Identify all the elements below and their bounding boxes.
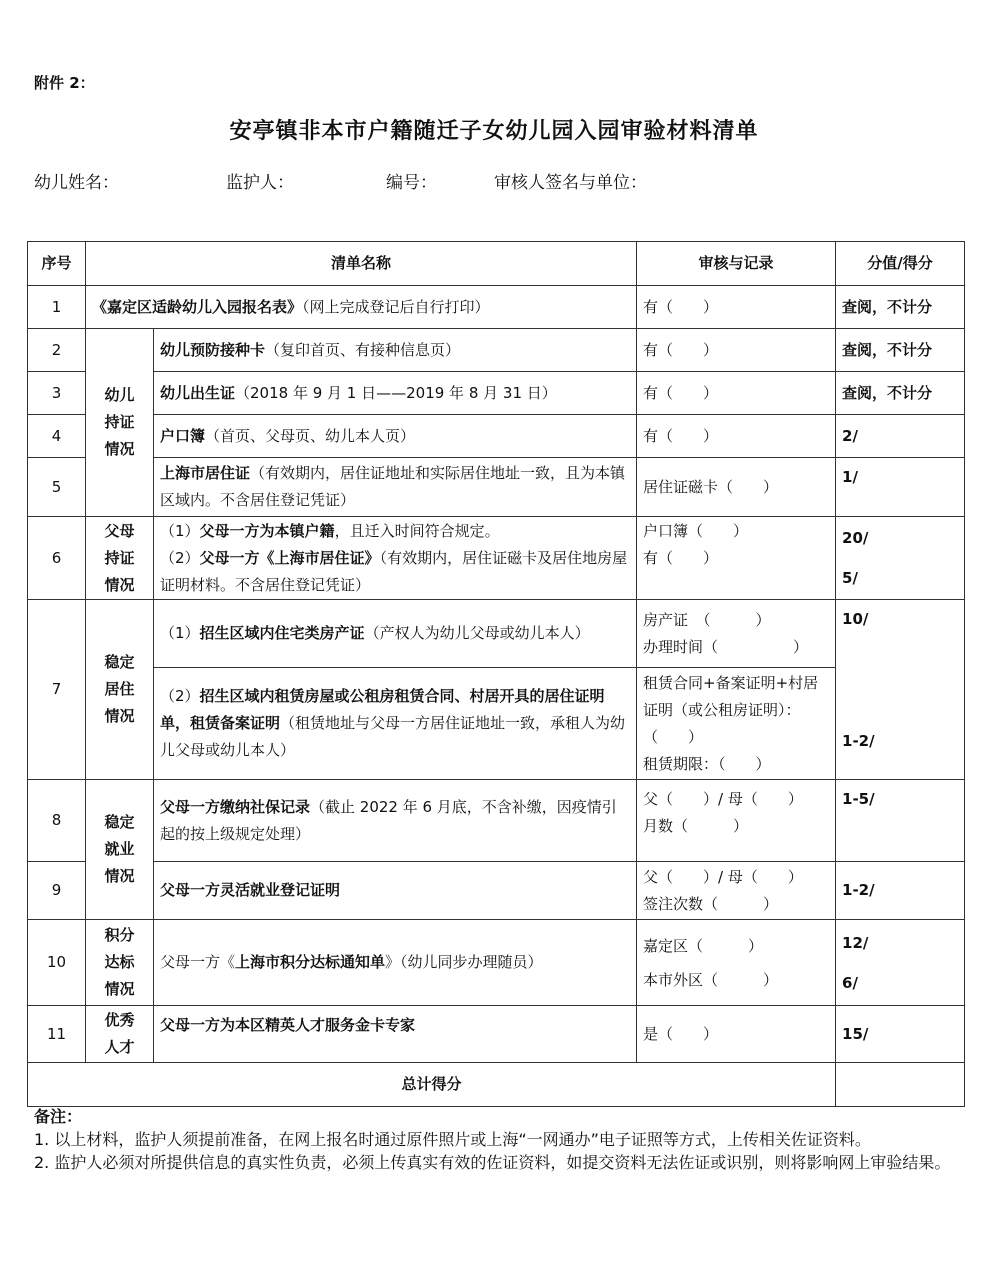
row-number: 9 bbox=[28, 862, 86, 920]
score-cell: 查阅，不计分 bbox=[836, 372, 965, 415]
record-line: 签注次数（ ） bbox=[643, 894, 779, 913]
item-name-bold: 父母一方灵活就业登记证明 bbox=[160, 881, 341, 899]
item-name-bold: 父母一方为本区精英人才服务金卡专家 bbox=[160, 1016, 416, 1034]
group-employment bbox=[86, 780, 154, 920]
review-record bbox=[637, 920, 836, 1006]
item-line bbox=[160, 545, 630, 599]
group-line: 情况 bbox=[104, 707, 135, 725]
table-row bbox=[28, 329, 965, 372]
row-number: 5 bbox=[28, 458, 86, 517]
record-line: 本市外区（ ） bbox=[643, 970, 779, 989]
group-line: 稳定 bbox=[104, 813, 135, 831]
row-number: 6 bbox=[28, 517, 86, 600]
note-item: 1. 以上材料，监护人须提前准备，在网上报名时通过原件照片或上海“一网通办”电子证照等方式，上传相关佐证资料。 bbox=[34, 1130, 871, 1149]
guardian-label: 监护人： bbox=[226, 173, 294, 193]
item-name-bold: 父母一方缴纳社保记录 bbox=[160, 797, 311, 816]
total-row bbox=[28, 1063, 965, 1107]
item-name bbox=[154, 458, 637, 517]
table-row bbox=[28, 780, 965, 862]
score-line: 1-2/ bbox=[842, 732, 875, 750]
group-line: 情况 bbox=[104, 980, 135, 998]
review-record: 有（ ） bbox=[637, 415, 836, 458]
item-prefix: （1） bbox=[160, 521, 200, 540]
group-talent bbox=[86, 1006, 154, 1063]
item-name-bold: 上海市积分达标通知单 bbox=[235, 953, 386, 971]
item-name-bold: 户口簿 bbox=[160, 426, 206, 445]
item-name-note: ，且迁入时间符合规定。 bbox=[334, 521, 500, 540]
row-number: 3 bbox=[28, 372, 86, 415]
review-record: 是（ ） bbox=[637, 1006, 836, 1063]
total-label: 总计得分 bbox=[28, 1063, 836, 1107]
child-name-label: 幼儿姓名： bbox=[34, 173, 119, 193]
item-name bbox=[154, 517, 637, 600]
group-line: 情况 bbox=[104, 575, 135, 594]
table-row bbox=[28, 668, 965, 780]
review-record bbox=[637, 668, 836, 780]
item-prefix: （2） bbox=[160, 548, 200, 567]
item-name bbox=[86, 286, 637, 329]
item-name bbox=[154, 372, 637, 415]
table-row bbox=[28, 517, 965, 600]
record-line: 租赁期限：（ ） bbox=[643, 754, 771, 773]
group-residence bbox=[86, 600, 154, 780]
score-line: 10/ bbox=[842, 610, 869, 628]
row-number: 1 bbox=[28, 286, 86, 329]
review-record: 有（ ） bbox=[637, 372, 836, 415]
group-child-cert bbox=[86, 329, 154, 517]
table-row bbox=[28, 415, 965, 458]
review-record bbox=[637, 780, 836, 862]
header-item-name: 清单名称 bbox=[86, 242, 637, 286]
review-record bbox=[637, 862, 836, 920]
record-line: 房产证 （ ） bbox=[643, 610, 771, 629]
row-number: 10 bbox=[28, 920, 86, 1006]
review-record bbox=[637, 600, 836, 668]
document-title: 安亭镇非本市户籍随迁子女幼儿园入园审验材料清单 bbox=[229, 119, 759, 144]
score-cell bbox=[836, 600, 965, 780]
review-record bbox=[637, 517, 836, 600]
item-name bbox=[154, 600, 637, 668]
item-line bbox=[160, 518, 630, 545]
row-number: 11 bbox=[28, 1006, 86, 1063]
group-parent-cert bbox=[86, 517, 154, 600]
item-name-bold: 招生区域内住宅类房产证 bbox=[199, 624, 365, 642]
item-name-note: （首页、父母页、幼儿本人页） bbox=[205, 426, 416, 445]
header-no: 序号 bbox=[28, 242, 86, 286]
group-line: 人才 bbox=[104, 1038, 135, 1056]
table-header-row bbox=[28, 242, 965, 286]
item-name-bold: 幼儿预防接种卡 bbox=[160, 340, 266, 359]
group-line: 持证 bbox=[104, 413, 135, 431]
header-review-record: 审核与记录 bbox=[637, 242, 836, 286]
item-name-bold: 父母一方为本镇户籍 bbox=[199, 521, 335, 540]
item-name-note: 》（幼儿同步办理随员） bbox=[385, 953, 543, 971]
record-line: 月数（ ） bbox=[643, 817, 749, 835]
record-line: 有（ ） bbox=[643, 549, 719, 567]
score-cell: 查阅，不计分 bbox=[836, 286, 965, 329]
record-line: 父（ ）/ 母（ ） bbox=[643, 867, 803, 886]
score-line: 20/ bbox=[842, 529, 869, 547]
group-line: 达标 bbox=[104, 953, 135, 971]
item-name-bold: 父母一方《上海市居住证》 bbox=[199, 548, 380, 567]
record-line: 嘉定区（ ） bbox=[643, 936, 764, 955]
table-row bbox=[28, 372, 965, 415]
item-name bbox=[154, 920, 637, 1006]
row-number: 8 bbox=[28, 780, 86, 862]
score-cell: 1-5/ bbox=[836, 780, 965, 862]
score-line: 5/ bbox=[842, 569, 858, 587]
header-score: 分值/得分 bbox=[836, 242, 965, 286]
reviewer-label: 审核人签名与单位： bbox=[494, 173, 647, 193]
group-line: 优秀 bbox=[104, 1011, 135, 1029]
record-line: 户口簿（ ） bbox=[643, 522, 749, 540]
item-name-bold: 上海市居住证 bbox=[160, 464, 251, 482]
item-name-note: （网上完成登记后自行打印） bbox=[302, 297, 490, 316]
group-line: 幼儿 bbox=[104, 386, 135, 404]
item-name-note: （2018 年 9 月 1 日——2019 年 8 月 31 日） bbox=[235, 383, 557, 402]
attachment-label: 附件 2： bbox=[34, 74, 95, 92]
number-label: 编号： bbox=[386, 173, 437, 193]
item-name-note: （租赁地址与父母一方居住证地址一致，承租人为幼儿父母或幼儿本人） bbox=[160, 714, 626, 759]
table-row bbox=[28, 862, 965, 920]
score-cell bbox=[836, 517, 965, 600]
total-score-cell bbox=[836, 1063, 965, 1107]
table-row bbox=[28, 600, 965, 668]
score-cell: 1/ bbox=[836, 458, 965, 517]
group-line: 积分 bbox=[104, 926, 135, 944]
notes-heading: 备注： bbox=[34, 1107, 83, 1126]
item-name-bold: 幼儿出生证 bbox=[160, 383, 236, 402]
review-record: 居住证磁卡（ ） bbox=[637, 458, 836, 517]
group-line: 就业 bbox=[104, 840, 135, 858]
item-name-note: （有效期内，居住证磁卡及居住地房屋证明材料。不含居住登记凭证） bbox=[160, 548, 628, 594]
item-name-note: 父母一方《 bbox=[160, 953, 236, 971]
row-number: 2 bbox=[28, 329, 86, 372]
review-record: 有（ ） bbox=[637, 286, 836, 329]
item-name bbox=[154, 329, 637, 372]
group-points bbox=[86, 920, 154, 1006]
item-name bbox=[154, 1006, 637, 1063]
note-item: 2. 监护人必须对所提供信息的真实性负责，必须上传真实有效的佐证资料，如提交资料无法佐证或识别，则将影响网上审验结果。 bbox=[34, 1153, 951, 1172]
group-line: 父母 bbox=[104, 521, 135, 540]
table-row bbox=[28, 1006, 965, 1063]
item-name bbox=[154, 862, 637, 920]
group-line: 稳定 bbox=[104, 653, 135, 671]
score-line: 12/ bbox=[842, 933, 869, 952]
record-line: 租赁合同+备案证明+村居证明（或公租房证明）：（ ） bbox=[643, 673, 819, 746]
item-name bbox=[154, 415, 637, 458]
row-number: 7 bbox=[28, 600, 86, 780]
score-cell: 15/ bbox=[836, 1006, 965, 1063]
review-record: 有（ ） bbox=[637, 329, 836, 372]
group-line: 居住 bbox=[104, 680, 135, 698]
record-line: 父（ ）/ 母（ ） bbox=[643, 790, 803, 808]
table-row bbox=[28, 920, 965, 1006]
item-name bbox=[154, 780, 637, 862]
score-cell bbox=[836, 920, 965, 1006]
table-row bbox=[28, 286, 965, 329]
item-name-note: （有效期内，居住证地址和实际居住地址一致，且为本镇区域内。不含居住登记凭证） bbox=[160, 464, 626, 509]
score-cell: 2/ bbox=[836, 415, 965, 458]
notes-section bbox=[34, 1105, 969, 1174]
group-line: 情况 bbox=[104, 867, 135, 885]
item-name-note: （产权人为幼儿父母或幼儿本人） bbox=[364, 624, 590, 642]
row-number: 4 bbox=[28, 415, 86, 458]
item-name-note: （复印首页、有接种信息页） bbox=[265, 340, 461, 359]
table-row bbox=[28, 458, 965, 517]
item-name bbox=[154, 668, 637, 780]
score-cell: 查阅，不计分 bbox=[836, 329, 965, 372]
record-line: 办理时间（ ） bbox=[643, 637, 809, 656]
item-name-note: （截止 2022 年 6 月底，不含补缴，因疫情引起的按上级规定处理） bbox=[160, 797, 617, 843]
checklist-table bbox=[27, 241, 965, 1107]
item-name-bold: 招生区域内租赁房屋或公租房租赁合同、村居开具的居住证明单，租赁备案证明 bbox=[160, 687, 605, 732]
item-prefix: （1） bbox=[160, 624, 200, 642]
item-prefix: （2） bbox=[160, 687, 200, 705]
group-line: 持证 bbox=[104, 548, 135, 567]
score-line: 6/ bbox=[842, 973, 858, 992]
score-cell: 1-2/ bbox=[836, 862, 965, 920]
item-name-bold: 《嘉定区适龄幼儿入园报名表》 bbox=[92, 297, 303, 316]
group-line: 情况 bbox=[104, 440, 135, 458]
